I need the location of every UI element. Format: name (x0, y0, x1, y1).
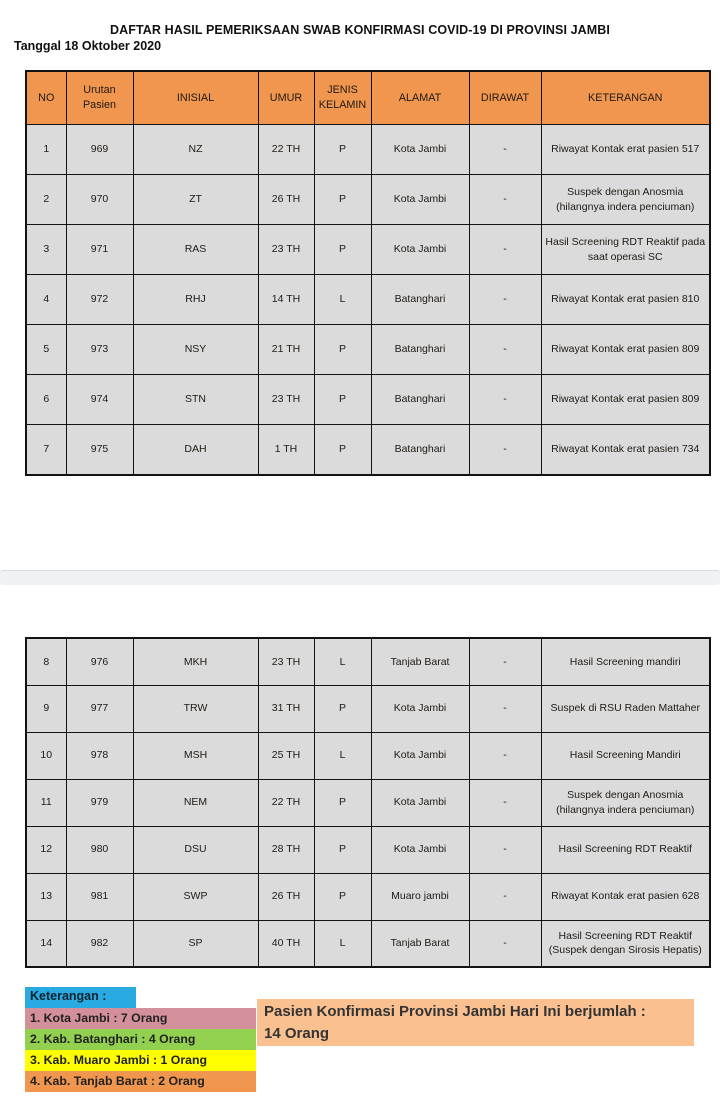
cell-dirawat: - (469, 873, 541, 920)
cell-inisial: NSY (133, 325, 258, 375)
col-header-dirawat: DIRAWAT (469, 71, 541, 125)
col-header-urutan-pasien: Urutan Pasien (66, 71, 133, 125)
cell-no: 7 (26, 425, 66, 475)
cell-inisial: DSU (133, 826, 258, 873)
cell-keterangan: Riwayat Kontak erat pasien 809 (541, 375, 710, 425)
cell-keterangan: Riwayat Kontak erat pasien 809 (541, 325, 710, 375)
cell-alamat: Kota Jambi (371, 826, 469, 873)
cell-dirawat: - (469, 920, 541, 967)
cell-dirawat: - (469, 375, 541, 425)
cell-jenis-kelamin: P (314, 375, 371, 425)
col-header-jenis-kelamin: JENIS KELAMIN (314, 71, 371, 125)
col-header-inisial: INISIAL (133, 71, 258, 125)
cell-umur: 1 TH (258, 425, 314, 475)
table-header-row (26, 71, 710, 125)
cell-urutan-pasien: 976 (66, 638, 133, 685)
cell-keterangan: Hasil Screening Mandiri (541, 732, 710, 779)
cell-keterangan: Hasil Screening RDT Reaktif (Suspek dengan Sirosis Hepatis) (541, 920, 710, 967)
cell-dirawat: - (469, 225, 541, 275)
legend-item-kab-tanjab-barat: 4. Kab. Tanjab Barat : 2 Orang (25, 1071, 256, 1092)
cell-alamat: Tanjab Barat (371, 920, 469, 967)
col-header-no: NO (26, 71, 66, 125)
legend-item-kota-jambi: 1. Kota Jambi : 7 Orang (25, 1008, 256, 1029)
cell-no: 9 (26, 685, 66, 732)
cell-inisial: MKH (133, 638, 258, 685)
cell-no: 4 (26, 275, 66, 325)
cell-alamat: Batanghari (371, 425, 469, 475)
covid-results-table-page1 (25, 70, 711, 476)
daily-total-summary (257, 999, 694, 1046)
cell-umur: 23 TH (258, 375, 314, 425)
cell-no: 14 (26, 920, 66, 967)
cell-umur: 22 TH (258, 125, 314, 175)
cell-dirawat: - (469, 826, 541, 873)
table-row (26, 826, 710, 873)
cell-no: 6 (26, 375, 66, 425)
cell-jenis-kelamin: L (314, 920, 371, 967)
cell-inisial: STN (133, 375, 258, 425)
legend-item-kab-batanghari: 2. Kab. Batanghari : 4 Orang (25, 1029, 256, 1050)
cell-keterangan: Hasil Screening RDT Reaktif pada saat operasi SC (541, 225, 710, 275)
cell-umur: 26 TH (258, 873, 314, 920)
cell-inisial: TRW (133, 685, 258, 732)
cell-urutan-pasien: 972 (66, 275, 133, 325)
cell-inisial: SP (133, 920, 258, 967)
cell-dirawat: - (469, 779, 541, 826)
cell-umur: 21 TH (258, 325, 314, 375)
cell-umur: 40 TH (258, 920, 314, 967)
cell-inisial: RHJ (133, 275, 258, 325)
cell-keterangan: Suspek di RSU Raden Mattaher (541, 685, 710, 732)
cell-no: 2 (26, 175, 66, 225)
cell-jenis-kelamin: L (314, 638, 371, 685)
cell-dirawat: - (469, 732, 541, 779)
cell-dirawat: - (469, 275, 541, 325)
date-line: Tanggal 18 Oktober 2020 (14, 39, 162, 53)
cell-alamat: Kota Jambi (371, 175, 469, 225)
cell-umur: 22 TH (258, 779, 314, 826)
cell-umur: 14 TH (258, 275, 314, 325)
cell-keterangan: Suspek dengan Anosmia (hilangnya indera penciuman) (541, 175, 710, 225)
cell-inisial: RAS (133, 225, 258, 275)
table-row (26, 685, 710, 732)
cell-umur: 23 TH (258, 638, 314, 685)
cell-urutan-pasien: 978 (66, 732, 133, 779)
cell-inisial: MSH (133, 732, 258, 779)
table-row (26, 920, 710, 967)
cell-alamat: Batanghari (371, 275, 469, 325)
cell-umur: 23 TH (258, 225, 314, 275)
cell-no: 8 (26, 638, 66, 685)
cell-urutan-pasien: 980 (66, 826, 133, 873)
cell-urutan-pasien: 981 (66, 873, 133, 920)
cell-jenis-kelamin: P (314, 325, 371, 375)
table-body-page1 (26, 125, 710, 475)
cell-urutan-pasien: 969 (66, 125, 133, 175)
cell-no: 1 (26, 125, 66, 175)
summary-line1: Pasien Konfirmasi Provinsi Jambi Hari Ini berjumlah : (264, 1003, 646, 1020)
cell-alamat: Kota Jambi (371, 779, 469, 826)
table-row (26, 375, 710, 425)
cell-jenis-kelamin: P (314, 175, 371, 225)
cell-umur: 31 TH (258, 685, 314, 732)
cell-dirawat: - (469, 125, 541, 175)
cell-jenis-kelamin: L (314, 275, 371, 325)
summary-line2: 14 Orang (264, 1024, 330, 1042)
cell-no: 13 (26, 873, 66, 920)
table-row (26, 175, 710, 225)
legend-item-kab-muaro-jambi: 3. Kab. Muaro Jambi : 1 Orang (25, 1050, 256, 1071)
cell-urutan-pasien: 982 (66, 920, 133, 967)
cell-alamat: Kota Jambi (371, 685, 469, 732)
col-header-umur: UMUR (258, 71, 314, 125)
legend-header: Keterangan : (25, 987, 136, 1008)
col-header-keterangan: KETERANGAN (541, 71, 710, 125)
cell-alamat: Muaro jambi (371, 873, 469, 920)
table-row (26, 779, 710, 826)
cell-urutan-pasien: 973 (66, 325, 133, 375)
cell-dirawat: - (469, 685, 541, 732)
table-row (26, 425, 710, 475)
cell-alamat: Tanjab Barat (371, 638, 469, 685)
cell-dirawat: - (469, 325, 541, 375)
cell-jenis-kelamin: P (314, 873, 371, 920)
cell-alamat: Kota Jambi (371, 125, 469, 175)
cell-jenis-kelamin: P (314, 685, 371, 732)
cell-no: 12 (26, 826, 66, 873)
cell-no: 10 (26, 732, 66, 779)
cell-urutan-pasien: 974 (66, 375, 133, 425)
cell-keterangan: Riwayat Kontak erat pasien 628 (541, 873, 710, 920)
covid-results-table-page2 (25, 637, 711, 968)
page-break-divider (0, 570, 720, 585)
table-row (26, 873, 710, 920)
cell-keterangan: Hasil Screening mandiri (541, 638, 710, 685)
cell-urutan-pasien: 979 (66, 779, 133, 826)
cell-keterangan: Riwayat Kontak erat pasien 734 (541, 425, 710, 475)
cell-urutan-pasien: 977 (66, 685, 133, 732)
cell-inisial: SWP (133, 873, 258, 920)
cell-inisial: NEM (133, 779, 258, 826)
cell-inisial: DAH (133, 425, 258, 475)
table-row (26, 732, 710, 779)
cell-jenis-kelamin: P (314, 225, 371, 275)
cell-dirawat: - (469, 175, 541, 225)
cell-no: 3 (26, 225, 66, 275)
cell-urutan-pasien: 975 (66, 425, 133, 475)
cell-alamat: Batanghari (371, 325, 469, 375)
cell-keterangan: Suspek dengan Anosmia (hilangnya indera penciuman) (541, 779, 710, 826)
cell-alamat: Kota Jambi (371, 225, 469, 275)
cell-no: 11 (26, 779, 66, 826)
cell-keterangan: Hasil Screening RDT Reaktif (541, 826, 710, 873)
cell-umur: 25 TH (258, 732, 314, 779)
cell-no: 5 (26, 325, 66, 375)
cell-jenis-kelamin: P (314, 826, 371, 873)
page-title: DAFTAR HASIL PEMERIKSAAN SWAB KONFIRMASI COVID-19 DI PROVINSI JAMBI (109, 23, 611, 37)
table-row (26, 638, 710, 685)
cell-jenis-kelamin: P (314, 779, 371, 826)
cell-inisial: NZ (133, 125, 258, 175)
table-row (26, 125, 710, 175)
cell-inisial: ZT (133, 175, 258, 225)
table-row (26, 225, 710, 275)
cell-umur: 26 TH (258, 175, 314, 225)
table-body-page2 (26, 638, 710, 967)
cell-urutan-pasien: 970 (66, 175, 133, 225)
cell-dirawat: - (469, 425, 541, 475)
cell-urutan-pasien: 971 (66, 225, 133, 275)
cell-alamat: Batanghari (371, 375, 469, 425)
table-row (26, 275, 710, 325)
cell-keterangan: Riwayat Kontak erat pasien 517 (541, 125, 710, 175)
cell-alamat: Kota Jambi (371, 732, 469, 779)
cell-jenis-kelamin: P (314, 125, 371, 175)
col-header-alamat: ALAMAT (371, 71, 469, 125)
cell-keterangan: Riwayat Kontak erat pasien 810 (541, 275, 710, 325)
table-row (26, 325, 710, 375)
cell-dirawat: - (469, 638, 541, 685)
cell-jenis-kelamin: P (314, 425, 371, 475)
cell-jenis-kelamin: L (314, 732, 371, 779)
cell-umur: 28 TH (258, 826, 314, 873)
